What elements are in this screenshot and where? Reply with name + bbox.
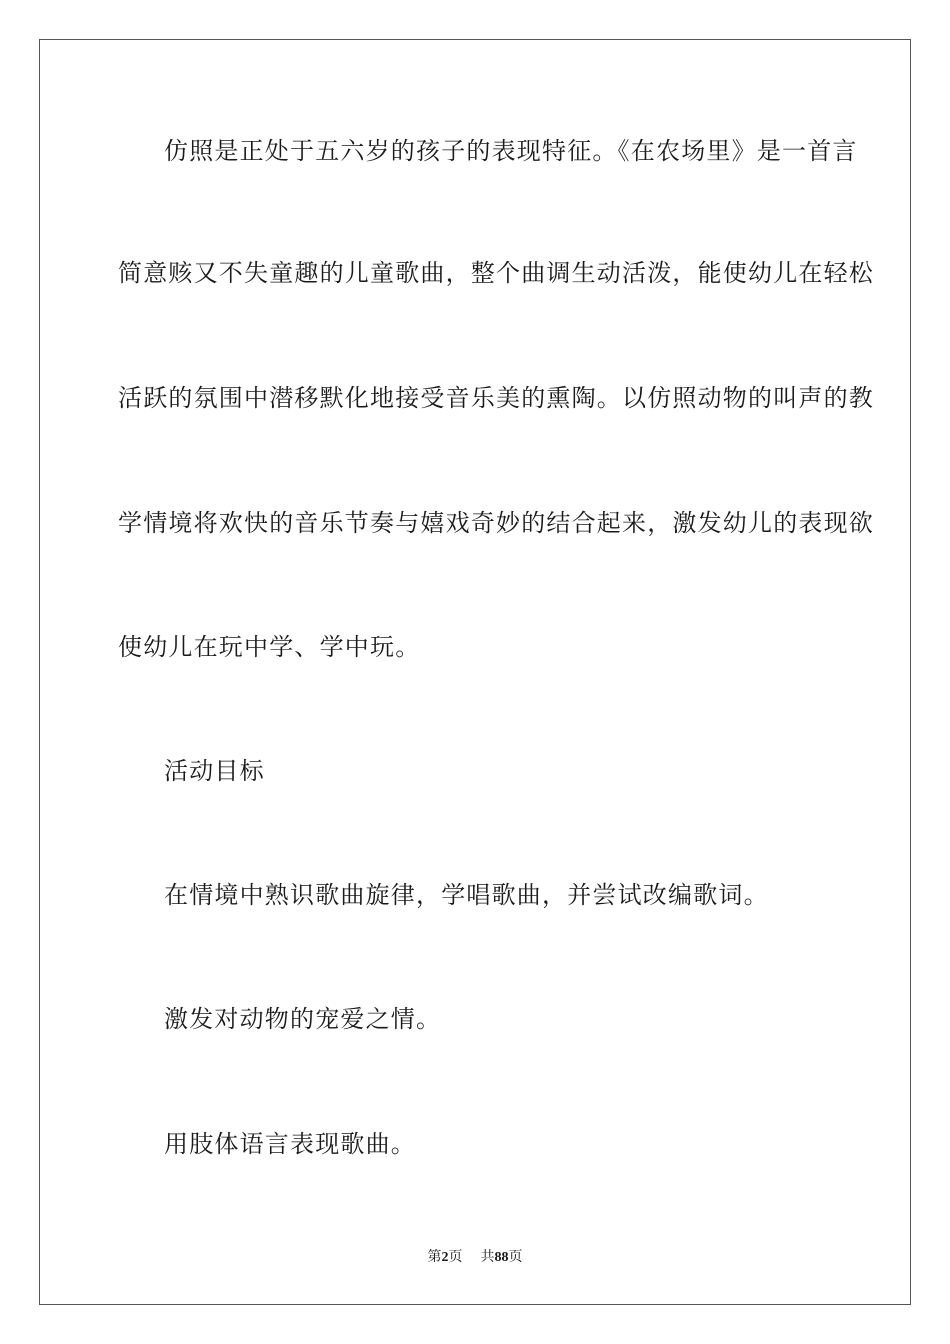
footer-page-number: 2 [441, 1250, 449, 1265]
footer-total-pages: 88 [494, 1250, 509, 1265]
page-footer [0, 1247, 950, 1268]
footer-total-suffix: 页 [508, 1249, 523, 1265]
goal-item-2: 激发对动物的宠爱之情。 [164, 1005, 442, 1033]
goal-item-1: 在情境中熟识歌曲旋律，学唱歌曲，并尝试改编歌词。 [164, 881, 769, 909]
paragraph-line-1: 仿照是正处于五六岁的孩子的表现特征。《在农场里》是一首言 [164, 137, 858, 165]
footer-page-prefix: 第 [427, 1249, 442, 1265]
section-heading: 活动目标 [164, 757, 265, 785]
goal-item-3: 用肢体语言表现歌曲。 [164, 1130, 416, 1158]
page-border [39, 39, 911, 1305]
footer-total-prefix: 共 [480, 1249, 495, 1265]
paragraph-line-5: 使幼儿在玩中学、学中玩。 [118, 633, 421, 661]
paragraph-line-4: 学情境将欢快的音乐节奏与嬉戏奇妙的结合起来，激发幼儿的表现欲 [118, 509, 874, 537]
paragraph-line-2: 简意赅又不失童趣的儿童歌曲，整个曲调生动活泼，能使幼儿在轻松 [118, 259, 874, 287]
paragraph-line-3: 活跃的氛围中潜移默化地接受音乐美的熏陶。以仿照动物的叫声的教 [118, 384, 874, 412]
footer-page-suffix: 页 [448, 1249, 463, 1265]
